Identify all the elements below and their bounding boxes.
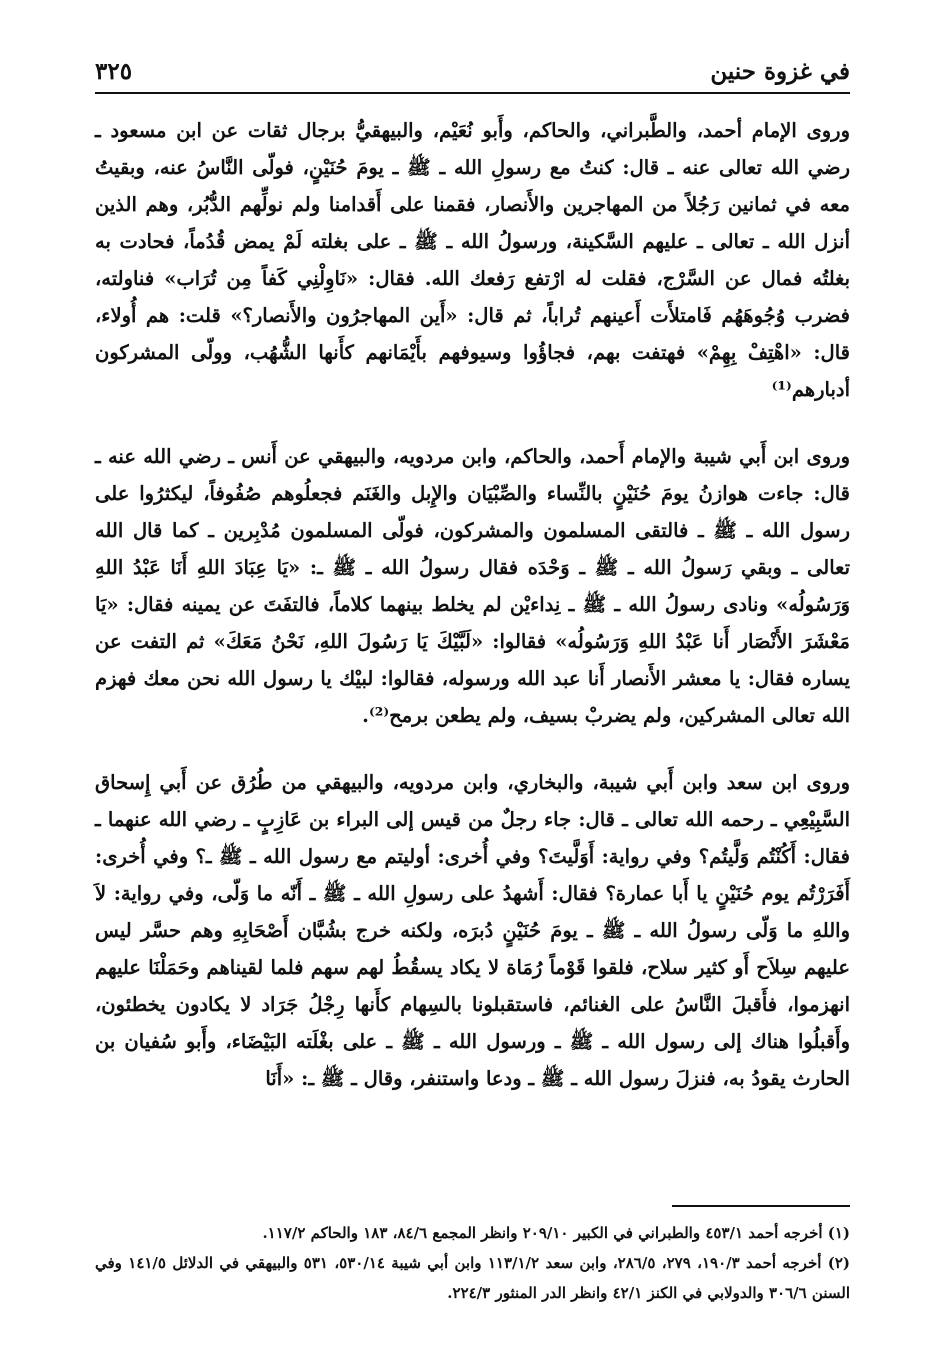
footnote-1: (١) أخرجه أحمد ٤٥٣/١ والطبراني في الكبير ٢٠٩/١٠ وانظر المجمع ٨٤/٦، ١٨٣ والحاكم ١١٧/٢. xyxy=(262,1224,850,1242)
footnote-separator xyxy=(672,1205,850,1207)
main-text xyxy=(95,112,850,1097)
paragraph-2: وروى ابن أَبي شيبة والإمام أَحمد، والحاكم، وابن مردويه، والبيهقي عن أَنس ـ رضي الله عنه ـ قال: جاءت هوازنُ يومَ حُنَيْنٍ بالنِّساء والصِّبْيَان والإِبل والغَنَم فجعلُوهم صُفُوفاً، ليكثرُوا على رسول الله ـ ﷺ ـ فالتقى المسلمون والمشركون، فولّى المسلمون مُدْبِرين ـ كما قال الله تعالى ـ وبقي رَسولُ الله ـ ﷺ ـ وَحْدَه فقال رسولُ الله ـ ﷺ ـ: «يَا عِبَادَ اللهِ أَنَا عَبْدُ اللهِ وَرَسُولُه» ونادى رسولُ الله ـ ﷺ ـ نِداءيْن لم يخلط بينهما كلاماً، فالتفَتَ عن يمينه فقال: «يَا مَعْشَرَ الأَنْصَار أَنا عَبْدُ اللهِ وَرَسُولُه» فقالوا: «لَبَّيْكَ يَا رَسُولَ اللهِ، نَحْنُ مَعَكَ» ثم التفت عن يساره فقال: يا معشر الأَنصار أَنا عبد الله ورسوله، فقالوا: لبيْك يا رسول الله نحن معك فهزم الله تعالى المشركين، ولم يضربْ بسيف، ولم يطعن برمح⁽²⁾. xyxy=(95,445,850,727)
paragraph-3: وروى ابن سعد وابن أَبي شيبة، والبخاري، وابن مردويه، والبيهقي من طُرُق عن أَبي إِسحاق السَّبِيْعِي ـ رحمه الله تعالى ـ قال: جاء رجلٌ من قيس إلى البراء بن عَازِبٍ ـ رضي الله عنهما ـ فقال: أَكُنْتُم وَلَّيتُم؟ وفي رواية: أَوَلَّيتَ؟ وفي أُخرى: أوليتم مع رسول الله ـ ﷺ ـ؟ وفي أُخرى: أَفَرَرْتُم يوم حُنَيْنٍ يا أَبا عمارة؟ فقال: أَشهدُ على رسولِ الله ـ ﷺ ـ أَنّه ما وَلّى، وفي رواية: لاَ واللهِ ما وَلّى رسولُ الله ـ ﷺ ـ يومَ حُنَيْنٍ دُبرَه، ولكنه خرج بشُبَّان أَصْحَابِهِ وهم حسَّر ليس عليهم سِلاَح أَو كثير سلاح، فلقوا قَوْماً رُمَاة لا يكاد يسقُطُ لهم سهم فلما لقيناهم وحَمَلْنَا عليهم انهزموا، فأَقبلَ النَّاسُ على الغنائم، فاستقبلونا بالسِهام كأَنها رِجْلُ جَرَاد لا يكادون يخطئون، وأَقبلُوا هناك إلى رسول الله ـ ﷺ ـ ورسول الله ـ ﷺ ـ على بغْلَته البَيْضَاء، وأَبو سُفيان بن الحارث يقودُ به، فنزلَ رسول الله ـ ﷺ ـ ودعا واستنفر، وقال ـ ﷺ ـ: «أَنَا xyxy=(95,771,850,1090)
page-number: ٣٢٥ xyxy=(95,58,133,85)
running-title: في غزوة حنين xyxy=(710,58,850,85)
running-header xyxy=(95,52,850,94)
paragraph-1: وروى الإمام أحمد، والطَّبراني، والحاكم، وأَبو نُعَيْم، والبيهقيُّ برجال ثقات عن ابن مسعود ـ رضي الله تعالى عنه ـ قال: كنتُ مع رسولِ الله ـ ﷺ ـ يومَ حُنَيْنٍ، فولّى النَّاسُ عنه، وبقيتُ معه في ثمانين رَجُلاً من المهاجرين والأَنصار، فقمنا على أَقدامنا ولم نولِّهم الدُّبُر، وهم الذين أنزل الله ـ تعالى ـ عليهم السَّكينة، ورسولُ الله ـ ﷺ ـ على بغلته لَمْ يمض قُدُماً، فحادت به بغلتُه فمال عن السَّرْج، فقلت له ارْتفع رَفعك الله. فقال: «نَاوِلْنِي كَفاً مِن تُرَاب» فناولته، فضرب وُجُوهَهُم فَامتلأَت أَعينهم تُراباً، ثم قال: «أَين المهاجرُون والأَنصار؟» قلت: هم أُولاء، قال: «اهْتِفْ بِهِمْ» فهتفت بهم، فجاؤُوا وسيوفهم بأَيْمَانهم كأَنها الشُّهُب، وولّى المشركون أدبارهم⁽¹⁾ xyxy=(95,119,850,401)
footnote-2: (٢) أخرجه أحمد ١٩٠/٣، ٢٧٩، ٢٨٦/٥، وابن سعد ١١٣/١/٢ وابن أبي شيبة ٥٣٠/١٤، ٥٣١ والبيهقي في الدلائل ١٤١/٥ وفي السنن ٣٠٦/٦ والدولابي في الكنز ٤٢/١ وانظر الدر المنثور ٢٢٤/٣. xyxy=(95,1254,851,1302)
footnotes xyxy=(95,1218,850,1308)
